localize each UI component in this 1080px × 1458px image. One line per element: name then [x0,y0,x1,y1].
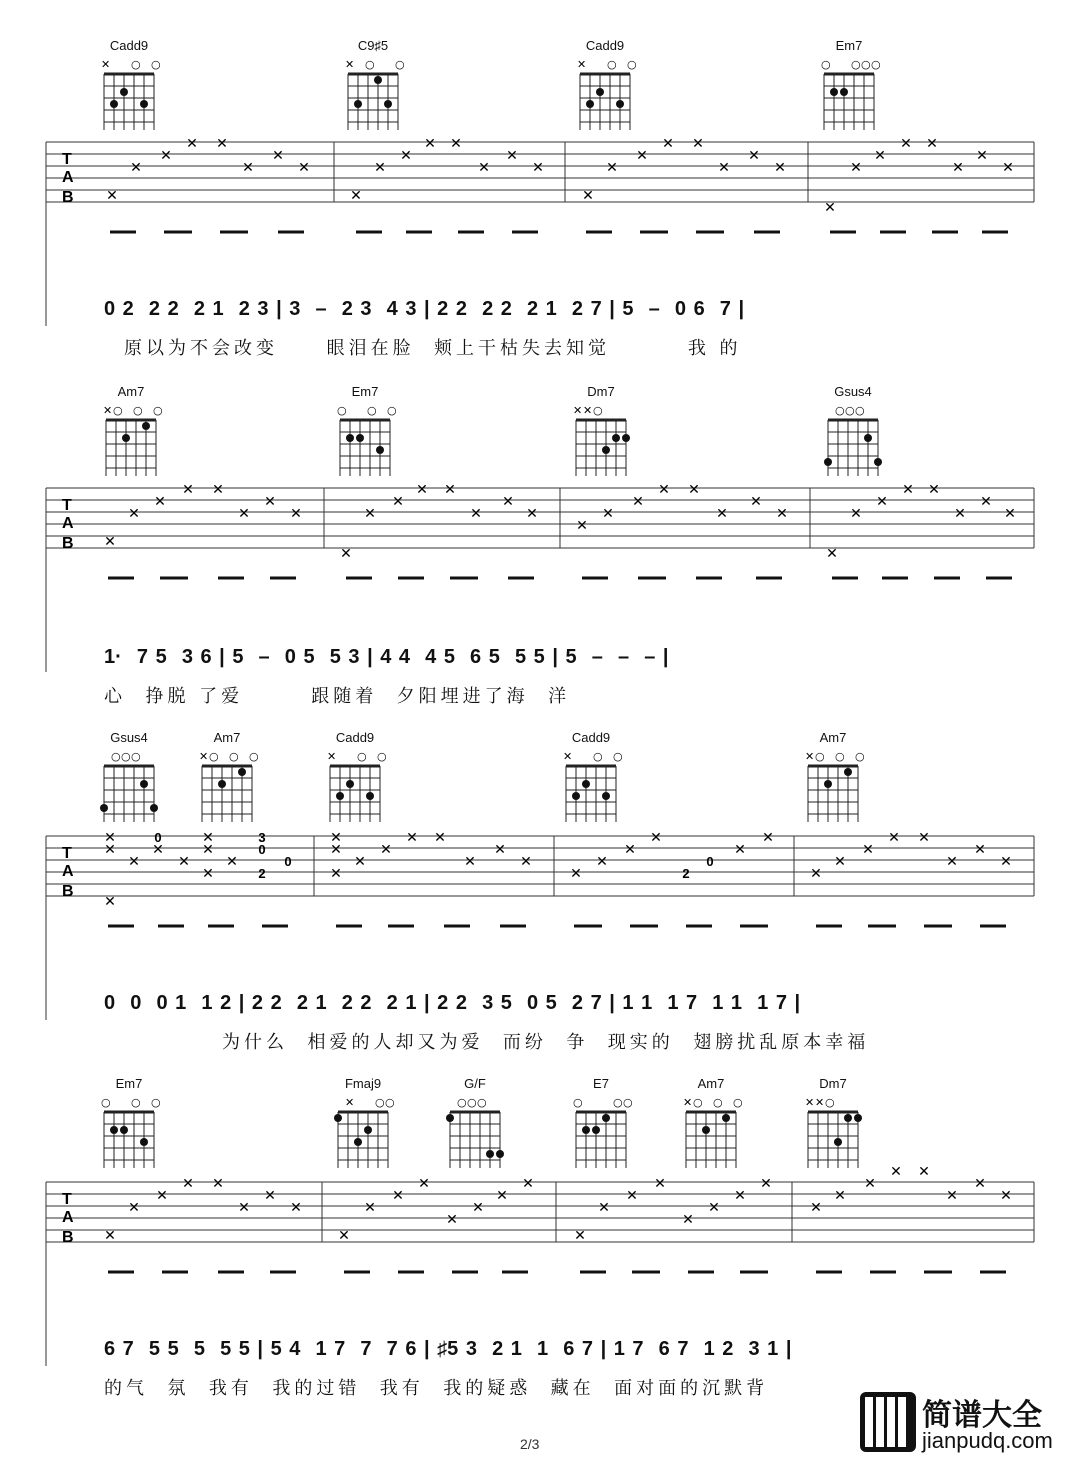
numbered-notation-line [0,290,1080,330]
svg-text:○: ○ [613,750,623,763]
chord-diagram [328,1076,398,1174]
chord-name: Fmaj9 [344,1076,382,1091]
svg-text:✕: ✕ [472,1200,484,1216]
svg-text:✕: ✕ [104,842,116,858]
chord-diagram [192,730,262,828]
svg-text:✕: ✕ [602,506,614,522]
numbered-notation-line [0,984,1080,1024]
svg-text:✕: ✕ [450,136,462,152]
svg-text:✕: ✕ [374,160,386,176]
chord-diagram [338,38,408,136]
svg-text:✕: ✕ [890,1164,902,1180]
svg-text:✕: ✕ [526,506,538,522]
svg-text:B: B [62,189,74,206]
svg-text:○: ○ [457,1096,467,1109]
svg-text:✕: ✕ [850,506,862,522]
svg-text:○: ○ [385,1096,395,1109]
svg-text:✕: ✕ [104,830,116,846]
chord-diagram [96,384,166,482]
svg-text:✕: ✕ [1000,854,1012,870]
svg-text:✕: ✕ [345,1096,355,1109]
chord-diagram [814,38,884,136]
svg-text:✕: ✕ [226,854,238,870]
svg-text:✕: ✕ [805,750,815,763]
svg-text:✕: ✕ [128,506,140,522]
svg-text:✕: ✕ [202,842,214,858]
lyrics-line: 心 挣脱 了爱 跟随着 夕阳埋进了海 洋 [104,686,571,707]
svg-text:✕: ✕ [416,482,428,498]
svg-text:○: ○ [693,1096,703,1109]
svg-text:✕: ✕ [576,518,588,534]
svg-text:✕: ✕ [750,494,762,510]
chord-grid-icon [440,1092,510,1170]
svg-text:✕: ✕ [327,750,337,763]
site-logo [860,1390,1075,1456]
svg-text:0: 0 [284,854,292,869]
chord-grid-icon [192,746,262,824]
svg-text:✕: ✕ [502,494,514,510]
svg-text:✕: ✕ [946,1188,958,1204]
svg-text:✕: ✕ [106,188,118,204]
svg-text:✕: ✕ [350,188,362,204]
svg-text:✕: ✕ [598,1200,610,1216]
chord-grid-icon [94,1092,164,1170]
svg-text:✕: ✕ [212,482,224,498]
svg-text:✕: ✕ [862,842,874,858]
chord-diagram [330,384,400,482]
chord-diagram [94,38,164,136]
chord-grid-icon [96,400,166,478]
svg-text:✕: ✕ [424,136,436,152]
svg-text:○: ○ [377,750,387,763]
chord-grid-icon [798,746,868,824]
svg-text:B: B [62,1229,74,1246]
svg-text:✕: ✕ [400,148,412,164]
svg-text:✕: ✕ [888,830,900,846]
svg-text:✕: ✕ [496,1188,508,1204]
svg-text:✕: ✕ [662,136,674,152]
svg-text:✕: ✕ [918,1164,930,1180]
system-3 [0,730,1080,1060]
svg-text:○: ○ [365,58,375,71]
page-number: 2/3 [520,1436,540,1452]
svg-text:✕: ✕ [606,160,618,176]
svg-text:✕: ✕ [392,1188,404,1204]
svg-text:✕: ✕ [688,482,700,498]
svg-text:○: ○ [593,404,603,417]
svg-text:A: A [62,863,74,880]
chord-name: Cadd9 [335,730,375,745]
svg-text:○: ○ [375,1096,385,1109]
svg-text:✕: ✕ [815,1096,825,1109]
svg-text:✕: ✕ [774,160,786,176]
svg-text:✕: ✕ [632,494,644,510]
numbered-notation-line [0,638,1080,678]
svg-text:✕: ✕ [834,1188,846,1204]
svg-text:✕: ✕ [364,1200,376,1216]
chord-grid-icon [566,400,636,478]
svg-text:✕: ✕ [104,534,116,550]
svg-text:✕: ✕ [380,842,392,858]
system-2 [0,384,1080,714]
svg-text:✕: ✕ [216,136,228,152]
notation-numbers: 0 0 0 1 1 2 | 2 2 2 1 2 2 2 1 | 2 2 3 5 0 5 2 7 | 1 1 1 7 1 1 1 7 | [104,992,801,1014]
svg-text:✕: ✕ [1000,1188,1012,1204]
chord-name: Gsus4 [110,730,148,745]
svg-text:○: ○ [209,750,219,763]
chord-grid-icon [320,746,390,824]
svg-text:✕: ✕ [636,148,648,164]
tab-staff [0,138,1080,248]
svg-text:✕: ✕ [876,494,888,510]
svg-text:✕: ✕ [974,1176,986,1192]
svg-text:✕: ✕ [974,842,986,858]
svg-text:○: ○ [101,1096,111,1109]
svg-text:✕: ✕ [563,750,573,763]
svg-text:✕: ✕ [238,1200,250,1216]
svg-text:T: T [62,151,72,168]
svg-text:○: ○ [613,1096,623,1109]
svg-text:○: ○ [337,404,347,417]
svg-text:✕: ✕ [658,482,670,498]
svg-text:✕: ✕ [902,482,914,498]
svg-text:✕: ✕ [364,506,376,522]
svg-text:2: 2 [682,866,690,881]
svg-text:✕: ✕ [130,160,142,176]
svg-text:✕: ✕ [926,136,938,152]
svg-text:○: ○ [151,1096,161,1109]
chord-name: Dm7 [587,384,615,399]
chord-grid-icon [570,54,640,132]
chord-grid-icon [330,400,400,478]
svg-text:✕: ✕ [980,494,992,510]
svg-text:○: ○ [825,1096,835,1109]
svg-text:3: 3 [258,830,266,845]
svg-text:✕: ✕ [748,148,760,164]
svg-text:✕: ✕ [202,830,214,846]
svg-text:✕: ✕ [506,148,518,164]
svg-text:✕: ✕ [760,1176,772,1192]
svg-text:✕: ✕ [345,58,355,71]
svg-text:○: ○ [573,1096,583,1109]
svg-text:✕: ✕ [392,494,404,510]
tab-staff [0,1164,1080,1288]
svg-text:✕: ✕ [834,854,846,870]
chord-grid-icon [94,54,164,132]
svg-text:✕: ✕ [178,854,190,870]
svg-text:○: ○ [357,750,367,763]
chord-diagram [320,730,390,828]
svg-text:○: ○ [593,750,603,763]
svg-text:○: ○ [131,750,141,763]
svg-text:✕: ✕ [626,1188,638,1204]
svg-text:○: ○ [131,58,141,71]
chord-name: Cadd9 [109,38,149,53]
svg-text:✕: ✕ [330,842,342,858]
chord-grid-icon [556,746,626,824]
svg-text:○: ○ [131,1096,141,1109]
svg-text:✕: ✕ [418,1176,430,1192]
svg-text:✕: ✕ [532,160,544,176]
svg-text:✕: ✕ [824,200,836,216]
svg-text:✕: ✕ [182,1176,194,1192]
svg-text:○: ○ [467,1096,477,1109]
svg-text:✕: ✕ [900,136,912,152]
svg-text:✕: ✕ [330,866,342,882]
lyrics-line: 的气 氛 我有 我的过错 我有 我的疑惑 藏在 面对面的沉默背 [104,1378,769,1399]
chord-name: G/F [464,1076,486,1091]
svg-text:✕: ✕ [470,506,482,522]
svg-text:✕: ✕ [718,160,730,176]
svg-text:B: B [62,883,74,900]
chord-diagram [570,38,640,136]
svg-text:0: 0 [258,842,266,857]
svg-text:○: ○ [153,404,163,417]
svg-text:0: 0 [706,854,714,869]
svg-text:✕: ✕ [242,160,254,176]
logo-url: jianpudq.com [922,1428,1053,1453]
system-1 [0,0,1080,370]
svg-text:✕: ✕ [874,148,886,164]
chord-grid-icon [798,1092,868,1170]
svg-text:B: B [62,535,74,552]
svg-text:✕: ✕ [682,1212,694,1228]
chord-grid-icon [566,1092,636,1170]
svg-text:✕: ✕ [406,830,418,846]
svg-text:✕: ✕ [952,160,964,176]
svg-text:✕: ✕ [128,854,140,870]
svg-text:✕: ✕ [264,1188,276,1204]
chord-name: Am7 [213,730,241,745]
svg-text:✕: ✕ [976,148,988,164]
svg-text:✕: ✕ [1002,160,1014,176]
chord-diagram [440,1076,510,1174]
chord-diagram [566,384,636,482]
svg-text:✕: ✕ [152,842,164,858]
chord-diagram [798,1076,868,1174]
svg-text:○: ○ [387,404,397,417]
numbered-notation-line [0,1330,1080,1370]
svg-text:✕: ✕ [101,58,111,71]
chord-diagram [798,730,868,828]
svg-text:○: ○ [151,58,161,71]
svg-text:○: ○ [229,750,239,763]
svg-text:○: ○ [627,58,637,71]
svg-text:✕: ✕ [104,894,116,910]
svg-text:✕: ✕ [103,404,113,417]
svg-text:✕: ✕ [570,866,582,882]
svg-text:✕: ✕ [298,160,310,176]
chord-name: C9♯5 [357,38,389,53]
svg-text:○: ○ [851,58,861,71]
svg-text:✕: ✕ [864,1176,876,1192]
svg-text:✕: ✕ [522,1176,534,1192]
svg-text:✕: ✕ [762,830,774,846]
svg-text:✕: ✕ [810,866,822,882]
svg-text:✕: ✕ [573,404,583,417]
chord-name: Am7 [819,730,847,745]
svg-text:○: ○ [713,1096,723,1109]
svg-text:○: ○ [623,1096,633,1109]
svg-text:2: 2 [258,866,266,881]
svg-text:✕: ✕ [826,546,838,562]
svg-text:○: ○ [733,1096,743,1109]
svg-text:✕: ✕ [494,842,506,858]
svg-text:○: ○ [607,58,617,71]
svg-text:○: ○ [111,750,121,763]
svg-text:✕: ✕ [574,1228,586,1244]
chord-diagram [94,1076,164,1174]
svg-text:T: T [62,497,72,514]
chord-grid-icon [94,746,164,824]
svg-text:T: T [62,845,72,862]
chord-name: Em7 [351,384,379,399]
chord-diagram [556,730,626,828]
notation-numbers: 0 2 2 2 2 1 2 3 | 3 – 2 3 4 3 | 2 2 2 2 2 1 2 7 | 5 – 0 6 7 | [104,298,745,320]
svg-text:✕: ✕ [734,1188,746,1204]
tab-staff [0,832,1080,942]
svg-text:✕: ✕ [199,750,209,763]
svg-text:○: ○ [835,750,845,763]
chord-name: Cadd9 [571,730,611,745]
svg-text:✕: ✕ [464,854,476,870]
svg-text:✕: ✕ [577,58,587,71]
svg-text:T: T [62,1191,72,1208]
svg-text:✕: ✕ [340,546,352,562]
svg-text:✕: ✕ [154,494,166,510]
svg-text:A: A [62,1209,74,1226]
svg-text:○: ○ [845,404,855,417]
svg-text:✕: ✕ [156,1188,168,1204]
svg-text:✕: ✕ [128,1200,140,1216]
svg-text:✕: ✕ [583,404,593,417]
logo-title: 简谱大全 [922,1398,1042,1433]
chord-name: E7 [593,1076,609,1091]
svg-text:0: 0 [154,830,162,845]
svg-text:○: ○ [855,750,865,763]
svg-text:✕: ✕ [264,494,276,510]
chord-name: Cadd9 [585,38,625,53]
svg-text:○: ○ [133,404,143,417]
svg-text:✕: ✕ [182,482,194,498]
svg-text:✕: ✕ [434,830,446,846]
svg-text:○: ○ [815,750,825,763]
svg-text:✕: ✕ [212,1176,224,1192]
svg-text:○: ○ [477,1096,487,1109]
chord-name: Em7 [115,1076,143,1091]
svg-text:✕: ✕ [734,842,746,858]
system-4 [0,1076,1080,1406]
lyrics-line: 为什么 相爱的人却又为爱 而纷 争 现实的 翅膀扰乱原本幸福 [222,1032,870,1053]
svg-text:✕: ✕ [330,830,342,846]
svg-text:✕: ✕ [946,854,958,870]
svg-text:✕: ✕ [272,148,284,164]
svg-text:✕: ✕ [338,1228,350,1244]
svg-text:✕: ✕ [1004,506,1016,522]
svg-text:✕: ✕ [683,1096,693,1109]
chord-name: Em7 [835,38,863,53]
svg-text:○: ○ [855,404,865,417]
svg-text:○: ○ [395,58,405,71]
chord-diagram [818,384,888,482]
chord-diagram [676,1076,746,1174]
svg-text:✕: ✕ [928,482,940,498]
chord-grid-icon [676,1092,746,1170]
svg-text:✕: ✕ [354,854,366,870]
svg-text:○: ○ [835,404,845,417]
svg-text:○: ○ [821,58,831,71]
svg-text:✕: ✕ [478,160,490,176]
svg-text:✕: ✕ [596,854,608,870]
chord-name: Am7 [117,384,145,399]
chord-name: Am7 [697,1076,725,1091]
svg-text:○: ○ [113,404,123,417]
svg-text:✕: ✕ [104,1228,116,1244]
svg-text:A: A [62,169,74,186]
svg-text:✕: ✕ [776,506,788,522]
svg-text:✕: ✕ [692,136,704,152]
tab-staff [0,484,1080,594]
piano-keys-icon [860,1392,916,1452]
svg-text:✕: ✕ [202,866,214,882]
svg-text:✕: ✕ [654,1176,666,1192]
svg-text:✕: ✕ [810,1200,822,1216]
svg-text:○: ○ [249,750,259,763]
svg-text:✕: ✕ [716,506,728,522]
svg-text:✕: ✕ [238,506,250,522]
chord-grid-icon [818,400,888,478]
svg-text:○: ○ [367,404,377,417]
notation-numbers: 6 7 5 5 5 5 5 | 5 4 1 7 7 7 6 | ♯5 3 2 1 1 6 7 | 1 7 6 7 1 2 3 1 | [104,1338,792,1360]
svg-text:✕: ✕ [805,1096,815,1109]
svg-text:✕: ✕ [290,1200,302,1216]
svg-text:○: ○ [121,750,131,763]
svg-text:✕: ✕ [918,830,930,846]
chord-grid-icon [338,54,408,132]
lyrics-line: 原以为不会改变 眼泪在脸 颊上干枯失去知觉 我 的 [124,338,742,359]
chord-grid-icon [328,1092,398,1170]
chord-name: Dm7 [819,1076,847,1091]
svg-text:✕: ✕ [444,482,456,498]
svg-text:✕: ✕ [954,506,966,522]
svg-text:✕: ✕ [708,1200,720,1216]
svg-text:✕: ✕ [290,506,302,522]
svg-text:✕: ✕ [160,148,172,164]
svg-text:○: ○ [871,58,881,71]
chord-name: Gsus4 [834,384,872,399]
svg-text:✕: ✕ [186,136,198,152]
chord-grid-icon [814,54,884,132]
svg-text:✕: ✕ [650,830,662,846]
svg-text:✕: ✕ [624,842,636,858]
svg-text:✕: ✕ [582,188,594,204]
svg-text:✕: ✕ [520,854,532,870]
svg-text:A: A [62,515,74,532]
chord-diagram [566,1076,636,1174]
svg-text:✕: ✕ [446,1212,458,1228]
svg-text:○: ○ [861,58,871,71]
svg-text:✕: ✕ [850,160,862,176]
notation-numbers: 1· 7 5 3 6 | 5 – 0 5 5 3 | 4 4 4 5 6 5 5 5 | 5 – – – | [104,646,669,668]
chord-diagram [94,730,164,828]
